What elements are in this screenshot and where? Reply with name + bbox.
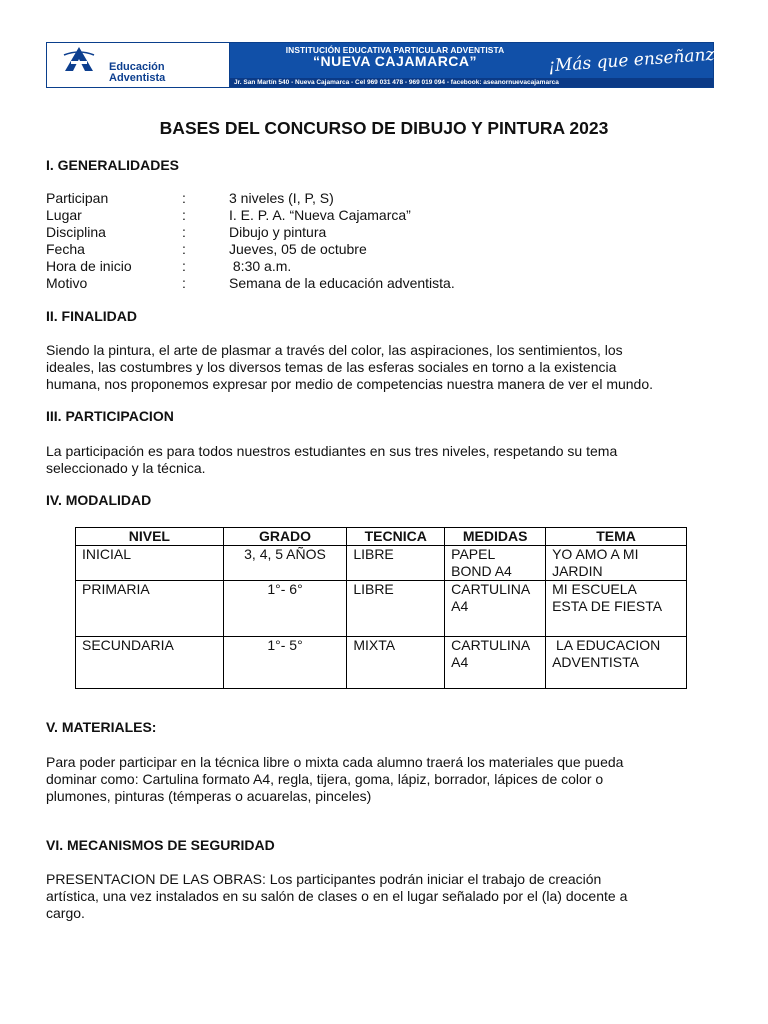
heading-generalidades: I. GENERALIDADES (46, 157, 180, 173)
cell-medidas-line: PAPEL (451, 546, 496, 562)
cell-grado: 1°- 5° (223, 637, 347, 689)
paragraph-seguridad (46, 871, 726, 922)
heading-modalidad: IV. MODALIDAD (46, 492, 152, 508)
heading-participacion: III. PARTICIPACION (46, 408, 174, 424)
gen-colon: : (182, 275, 186, 291)
heading-materiales: V. MATERIALES: (46, 719, 157, 735)
modalidad-table (75, 527, 687, 689)
institution-line: INSTITUCIÓN EDUCATIVA PARTICULAR ADVENTISTA (285, 45, 505, 55)
table-row (76, 637, 687, 689)
cell-tema-line: MI ESCUELA (552, 581, 637, 597)
gen-label: Participan (46, 190, 109, 206)
cell-tema-line: ESTA DE FIESTA (552, 598, 663, 614)
gen-label: Motivo (46, 275, 88, 291)
gen-label: Lugar (46, 207, 82, 223)
gen-label: Disciplina (46, 224, 106, 240)
cell-tema-line: LA EDUCACION (552, 637, 661, 653)
cell-nivel: INICIAL (76, 546, 224, 581)
paragraph-finalidad (46, 342, 726, 393)
heading-finalidad: II. FINALIDAD (46, 308, 137, 324)
institution-band (230, 43, 733, 87)
cell-medidas (445, 581, 546, 637)
header-banner (46, 42, 733, 88)
cell-medidas-line: CARTULINA (451, 637, 531, 653)
address-line: Jr. San Martín 540 - Nueva Cajamarca - Cel 969 031 478 - 969 019 094 - facebook: aseanornuevacajamarca (234, 79, 559, 86)
text-line: PRESENTACION DE LAS OBRAS: Los participantes podrán iniciar el trabajo de creación (46, 871, 602, 887)
gen-colon: : (182, 241, 186, 257)
logo-line-2: Adventista (109, 72, 166, 84)
cell-tema (546, 546, 687, 581)
column-header-tema: TEMA (546, 528, 687, 546)
cell-tecnica: LIBRE (347, 581, 445, 637)
text-line: Para poder participar en la técnica libre o mixta cada alumno traerá los materiales que pueda (46, 754, 624, 770)
institution-name: “NUEVA CAJAMARCA” (312, 53, 478, 69)
slogan: ¡Más que enseñanza! (547, 43, 733, 77)
adventist-logo-icon (59, 46, 99, 72)
cell-grado: 3, 4, 5 AÑOS (223, 546, 347, 581)
cell-medidas (445, 546, 546, 581)
gen-colon: : (182, 224, 186, 240)
paragraph-participacion (46, 443, 726, 477)
gen-value: Jueves, 05 de octubre (229, 241, 367, 257)
cell-tema (546, 637, 687, 689)
column-header-nivel: NIVEL (76, 528, 224, 546)
gen-value: Semana de la educación adventista. (229, 275, 455, 291)
cell-medidas-line: BOND A4 (451, 563, 512, 579)
text-line: artística, una vez instalados en su salón de clases o en el lugar señalado por el (la) docente a (46, 888, 628, 904)
paragraph-materiales (46, 754, 726, 805)
logo (47, 43, 230, 87)
gen-colon: : (182, 190, 186, 206)
column-header-medidas: MEDIDAS (445, 528, 546, 546)
cell-tema (546, 581, 687, 637)
text-line: humana, nos proponemos expresar por medio de competencias nuestra manera de ver el mundo. (46, 376, 654, 392)
gen-label: Fecha (46, 241, 85, 257)
text-line: seleccionado y la técnica. (46, 460, 206, 476)
table-row (76, 581, 687, 637)
gen-label: Hora de inicio (46, 258, 132, 274)
text-line: Siendo la pintura, el arte de plasmar a través del color, las aspiraciones, los sentimientos, los (46, 342, 623, 358)
cell-tema-line: JARDIN (552, 563, 603, 579)
gen-value: 3 niveles (I, P, S) (229, 190, 334, 206)
gen-value: I. E. P. A. “Nueva Cajamarca” (229, 207, 411, 223)
logo-line-1: Educación (109, 61, 165, 73)
column-header-tecnica: TECNICA (347, 528, 445, 546)
gen-value: 8:30 a.m. (229, 258, 292, 274)
document-title: BASES DEL CONCURSO DE DIBUJO Y PINTURA 2023 (159, 118, 609, 138)
text-line: ideales, las costumbres y los diversos temas de las esferas sociales en torno a la existencia (46, 359, 617, 375)
gen-value: Dibujo y pintura (229, 224, 327, 240)
cell-tecnica: MIXTA (347, 637, 445, 689)
cell-tecnica: LIBRE (347, 546, 445, 581)
gen-colon: : (182, 258, 186, 274)
cell-medidas-line: A4 (451, 654, 469, 670)
text-line: plumones, pinturas (témperas o acuarelas, pinceles) (46, 788, 372, 804)
cell-nivel: SECUNDARIA (76, 637, 224, 689)
cell-medidas-line: CARTULINA (451, 581, 531, 597)
cell-medidas-line: A4 (451, 598, 469, 614)
cell-nivel: PRIMARIA (76, 581, 224, 637)
table-row (76, 546, 687, 581)
cell-grado: 1°- 6° (223, 581, 347, 637)
text-line: dominar como: Cartulina formato A4, regla, tijera, goma, lápiz, borrador, lápices de color o (46, 771, 604, 787)
cell-tema-line: YO AMO A MI (552, 546, 639, 562)
table-header-row (76, 528, 687, 546)
column-header-grado: GRADO (223, 528, 347, 546)
gen-colon: : (182, 207, 186, 223)
cell-medidas (445, 637, 546, 689)
heading-seguridad: VI. MECANISMOS DE SEGURIDAD (46, 837, 275, 853)
text-line: cargo. (46, 905, 85, 921)
text-line: La participación es para todos nuestros estudiantes en sus tres niveles, respetando su tema (46, 443, 618, 459)
cell-tema-line: ADVENTISTA (552, 654, 639, 670)
